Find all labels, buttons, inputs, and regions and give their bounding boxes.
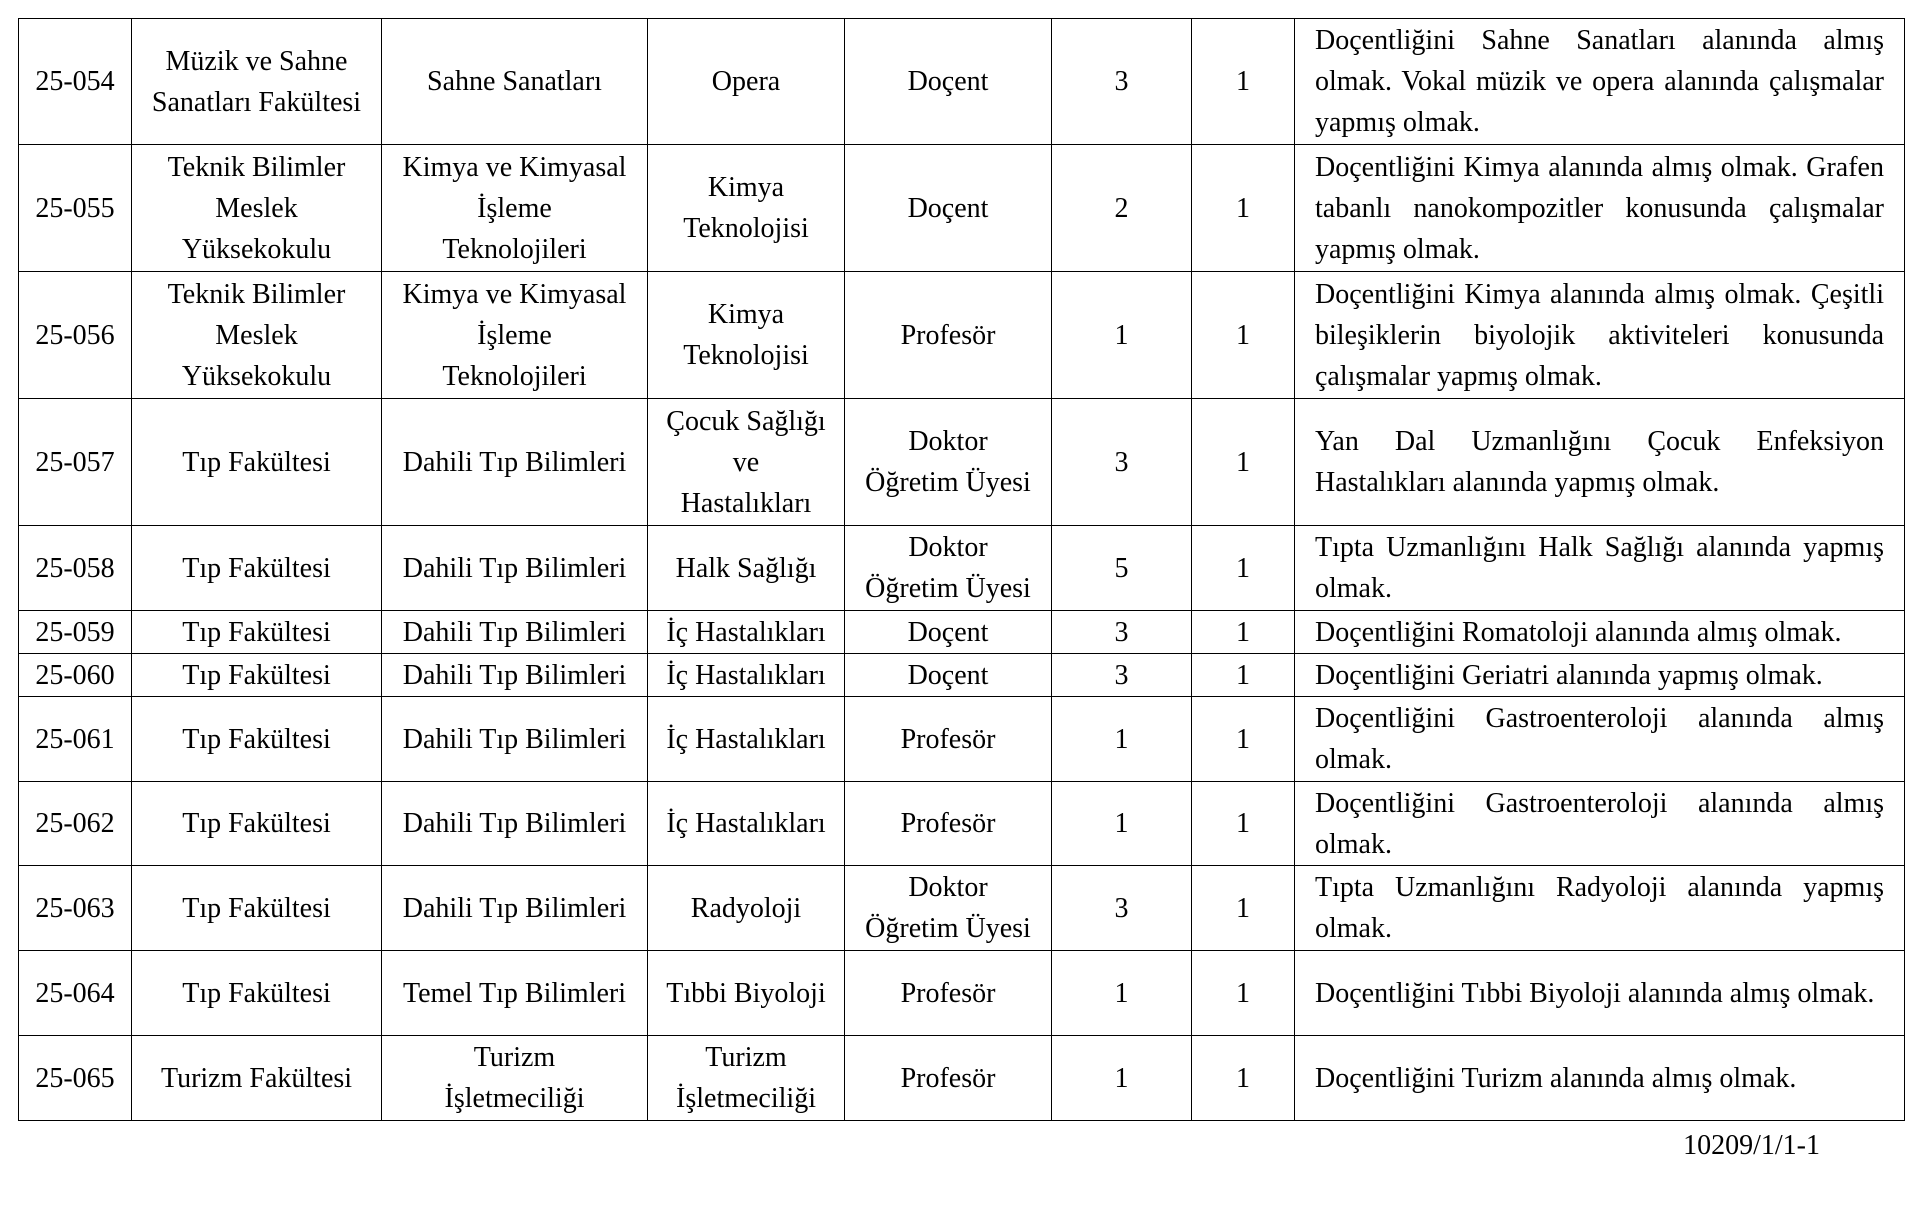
posting-code: 25-059 <box>19 611 132 654</box>
faculty-name: Tıp Fakültesi <box>132 526 382 611</box>
degree-value: 5 <box>1052 526 1192 611</box>
field-name: Kimya Teknolojisi <box>648 145 845 272</box>
requirement-text: Doçentliğini Geriatri alanında yapmış olmak. <box>1295 654 1905 697</box>
department-name: Kimya ve Kimyasal İşleme Teknolojileri <box>382 272 648 399</box>
field-name: Kimya Teknolojisi <box>648 272 845 399</box>
position-count: 1 <box>1192 697 1295 782</box>
degree-value: 1 <box>1052 272 1192 399</box>
faculty-name: Tıp Fakültesi <box>132 654 382 697</box>
field-name: Tıbbi Biyoloji <box>648 951 845 1036</box>
requirement-text: Doçentliğini Tıbbi Biyoloji alanında almış olmak. <box>1295 951 1905 1036</box>
department-name: Dahili Tıp Bilimleri <box>382 654 648 697</box>
requirement-text: Doçentliğini Romatoloji alanında almış olmak. <box>1295 611 1905 654</box>
degree-value: 3 <box>1052 654 1192 697</box>
posting-code: 25-063 <box>19 866 132 951</box>
faculty-name: Teknik Bilimler Meslek Yüksekokulu <box>132 145 382 272</box>
department-name: Dahili Tıp Bilimleri <box>382 399 648 526</box>
posting-code: 25-056 <box>19 272 132 399</box>
faculty-name: Müzik ve Sahne Sanatları Fakültesi <box>132 19 382 145</box>
department-name: Kimya ve Kimyasal İşleme Teknolojileri <box>382 145 648 272</box>
table-row <box>19 526 1905 611</box>
field-name: İç Hastalıkları <box>648 654 845 697</box>
table-row <box>19 782 1905 866</box>
requirement-text: Tıpta Uzmanlığını Radyoloji alanında yapmış olmak. <box>1295 866 1905 951</box>
position-count: 1 <box>1192 654 1295 697</box>
degree-value: 1 <box>1052 697 1192 782</box>
field-name: Halk Sağlığı <box>648 526 845 611</box>
posting-code: 25-060 <box>19 654 132 697</box>
table-row <box>19 19 1905 145</box>
position-count: 1 <box>1192 145 1295 272</box>
posting-code: 25-062 <box>19 782 132 866</box>
department-name: Temel Tıp Bilimleri <box>382 951 648 1036</box>
faculty-name: Tıp Fakültesi <box>132 866 382 951</box>
table-row <box>19 654 1905 697</box>
academic-title: Doktor Öğretim Üyesi <box>845 866 1052 951</box>
field-name: Çocuk Sağlığı ve Hastalıkları <box>648 399 845 526</box>
posting-code: 25-054 <box>19 19 132 145</box>
requirement-text: Doçentliğini Turizm alanında almış olmak. <box>1295 1036 1905 1121</box>
department-name: Turizm İşletmeciliği <box>382 1036 648 1121</box>
position-count: 1 <box>1192 951 1295 1036</box>
academic-title: Profesör <box>845 1036 1052 1121</box>
document-reference-number: 10209/1/1-1 <box>1683 1130 1820 1161</box>
degree-value: 2 <box>1052 145 1192 272</box>
academic-title: Doçent <box>845 19 1052 145</box>
position-count: 1 <box>1192 782 1295 866</box>
position-count: 1 <box>1192 399 1295 526</box>
posting-code: 25-061 <box>19 697 132 782</box>
requirement-text: Doçentliğini Gastroenteroloji alanında almış olmak. <box>1295 697 1905 782</box>
posting-code: 25-055 <box>19 145 132 272</box>
requirement-text: Yan Dal Uzmanlığını Çocuk Enfeksiyon Hastalıkları alanında yapmış olmak. <box>1295 399 1905 526</box>
degree-value: 3 <box>1052 19 1192 145</box>
requirement-text: Doçentliğini Kimya alanında almış olmak. Çeşitli bileşiklerin biyolojik aktiviteleri konusunda çalışmalar yapmış olmak. <box>1295 272 1905 399</box>
faculty-name: Tıp Fakültesi <box>132 697 382 782</box>
faculty-name: Tıp Fakültesi <box>132 399 382 526</box>
field-name: Radyoloji <box>648 866 845 951</box>
faculty-name: Tıp Fakültesi <box>132 782 382 866</box>
degree-value: 1 <box>1052 1036 1192 1121</box>
field-name: Opera <box>648 19 845 145</box>
faculty-name: Turizm Fakültesi <box>132 1036 382 1121</box>
table-row <box>19 611 1905 654</box>
position-count: 1 <box>1192 19 1295 145</box>
posting-code: 25-058 <box>19 526 132 611</box>
department-name: Dahili Tıp Bilimleri <box>382 526 648 611</box>
faculty-name: Tıp Fakültesi <box>132 611 382 654</box>
degree-value: 1 <box>1052 782 1192 866</box>
table-row <box>19 697 1905 782</box>
academic-title: Doktor Öğretim Üyesi <box>845 399 1052 526</box>
field-name: İç Hastalıkları <box>648 697 845 782</box>
table-row <box>19 145 1905 272</box>
degree-value: 3 <box>1052 611 1192 654</box>
position-count: 1 <box>1192 272 1295 399</box>
degree-value: 3 <box>1052 399 1192 526</box>
academic-title: Profesör <box>845 697 1052 782</box>
department-name: Dahili Tıp Bilimleri <box>382 866 648 951</box>
position-count: 1 <box>1192 866 1295 951</box>
academic-title: Profesör <box>845 272 1052 399</box>
degree-value: 3 <box>1052 866 1192 951</box>
table-row <box>19 272 1905 399</box>
academic-title: Doktor Öğretim Üyesi <box>845 526 1052 611</box>
table-row <box>19 951 1905 1036</box>
faculty-name: Tıp Fakültesi <box>132 951 382 1036</box>
posting-code: 25-064 <box>19 951 132 1036</box>
position-count: 1 <box>1192 526 1295 611</box>
position-count: 1 <box>1192 1036 1295 1121</box>
department-name: Dahili Tıp Bilimleri <box>382 611 648 654</box>
requirement-text: Doçentliğini Sahne Sanatları alanında almış olmak. Vokal müzik ve opera alanında çalışmalar yapmış olmak. <box>1295 19 1905 145</box>
requirement-text: Doçentliğini Gastroenteroloji alanında almış olmak. <box>1295 782 1905 866</box>
academic-title: Doçent <box>845 654 1052 697</box>
posting-code: 25-057 <box>19 399 132 526</box>
table-row <box>19 1036 1905 1121</box>
academic-title: Doçent <box>845 611 1052 654</box>
degree-value: 1 <box>1052 951 1192 1036</box>
field-name: İç Hastalıkları <box>648 611 845 654</box>
department-name: Sahne Sanatları <box>382 19 648 145</box>
position-count: 1 <box>1192 611 1295 654</box>
department-name: Dahili Tıp Bilimleri <box>382 782 648 866</box>
requirement-text: Tıpta Uzmanlığını Halk Sağlığı alanında yapmış olmak. <box>1295 526 1905 611</box>
posting-code: 25-065 <box>19 1036 132 1121</box>
department-name: Dahili Tıp Bilimleri <box>382 697 648 782</box>
table-row <box>19 399 1905 526</box>
academic-title: Doçent <box>845 145 1052 272</box>
table-row <box>19 866 1905 951</box>
academic-positions-table <box>18 18 1905 1121</box>
faculty-name: Teknik Bilimler Meslek Yüksekokulu <box>132 272 382 399</box>
academic-title: Profesör <box>845 782 1052 866</box>
field-name: Turizm İşletmeciliği <box>648 1036 845 1121</box>
field-name: İç Hastalıkları <box>648 782 845 866</box>
academic-title: Profesör <box>845 951 1052 1036</box>
requirement-text: Doçentliğini Kimya alanında almış olmak. Grafen tabanlı nanokompozitler konusunda çalışmalar yapmış olmak. <box>1295 145 1905 272</box>
